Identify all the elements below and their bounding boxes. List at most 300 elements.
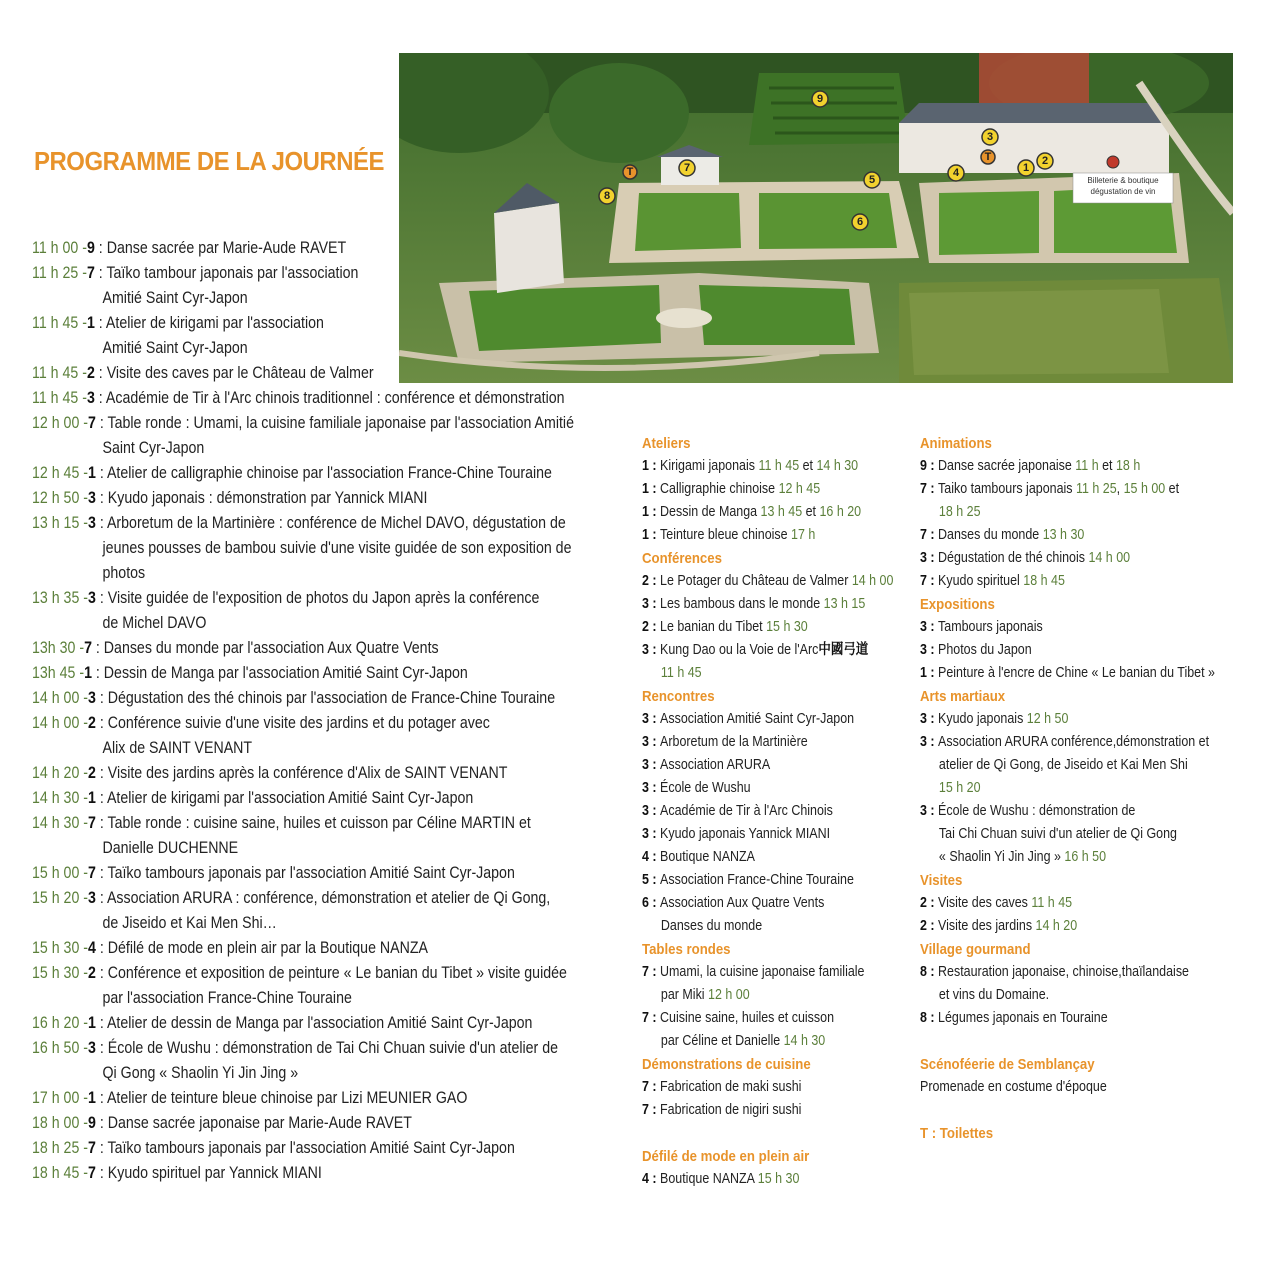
- spacer: [642, 1122, 912, 1145]
- schedule-separator: :: [95, 789, 107, 807]
- item-colon: :: [926, 527, 939, 543]
- category-item: [920, 616, 1247, 639]
- ticket-office-marker: [1107, 156, 1119, 168]
- schedule-row: [32, 436, 696, 461]
- item-text: et: [1165, 481, 1180, 497]
- schedule-text: Taïko tambour japonais par l'association: [106, 264, 359, 282]
- item-text: Les bambous dans le monde: [660, 596, 824, 612]
- item-text: Visite des caves: [938, 895, 1032, 911]
- schedule-time: 14 h 30 -: [32, 789, 89, 807]
- schedule-location-number: 3: [88, 589, 96, 607]
- schedule-time: 14 h 20 -: [32, 764, 89, 782]
- schedule-row: [32, 986, 696, 1011]
- schedule-time: 13h 45 -: [32, 664, 85, 682]
- item-colon: :: [648, 757, 661, 773]
- schedule-location-number: 2: [86, 364, 95, 382]
- schedule-row: [32, 861, 625, 886]
- category-heading: Rencontres: [642, 688, 715, 705]
- schedule-text: Atelier de teinture bleue chinoise par Lizi MEUNIER GAO: [106, 1089, 468, 1107]
- item-text: Kyudo japonais: [938, 711, 1027, 727]
- item-location-number: 7: [642, 964, 649, 980]
- schedule-row: [32, 1136, 625, 1161]
- schedule-separator: :: [95, 714, 108, 732]
- category-item: [920, 777, 1263, 800]
- schedule-location-number: 7: [88, 1164, 96, 1182]
- item-colon: :: [926, 734, 939, 750]
- schedule-location-number: 7: [88, 1139, 96, 1157]
- schedule-continuation: Saint Cyr-Japon: [102, 439, 205, 457]
- item-text: Association ARURA: [660, 757, 771, 773]
- item-location-number: 3: [642, 734, 649, 750]
- item-time: 12 h 00: [708, 987, 750, 1003]
- schedule-text: Atelier de kirigami par l'association: [105, 314, 324, 332]
- item-text: Tai Chi Chuan suivi d'un atelier de Qi Gong: [938, 826, 1177, 842]
- item-location-number: 1: [642, 458, 649, 474]
- item-time: 11 h 45: [660, 665, 702, 681]
- schedule-separator: :: [95, 1139, 108, 1157]
- item-colon: :: [926, 803, 939, 819]
- item-text: et: [1098, 458, 1116, 474]
- item-location-number: 1: [642, 527, 649, 543]
- schedule-row: [32, 611, 696, 636]
- item-text: Umami, la cuisine japonaise familiale: [660, 964, 865, 980]
- schedule-text: Dégustation des thé chinois par l'association de France-Chine Touraine: [107, 689, 556, 707]
- category-item: [920, 524, 1247, 547]
- schedule-separator: :: [95, 514, 107, 532]
- schedule-continuation: de Jiseido et Kai Men Shi…: [102, 914, 277, 932]
- schedule-time: 13 h 15 -: [32, 514, 89, 532]
- category-item: [920, 731, 1247, 754]
- schedule-time: 13 h 35 -: [32, 589, 89, 607]
- schedule-text: Visite des jardins après la conférence d'Alix de SAINT VENANT: [107, 764, 508, 782]
- schedule-location-number: 1: [88, 464, 96, 482]
- map-marker-4: [948, 165, 964, 181]
- svg-text:T: T: [626, 166, 634, 178]
- schedule-row: [32, 411, 625, 436]
- schedule-continuation: Qi Gong « Shaolin Yi Jin Jing »: [102, 1064, 299, 1082]
- schedule-location-number: 3: [88, 489, 96, 507]
- item-text: Restauration japonaise, chinoise,thaïlandaise: [938, 964, 1189, 980]
- schedule-row: [32, 511, 625, 536]
- item-location-number: 4: [642, 1171, 649, 1187]
- item-colon: :: [648, 826, 661, 842]
- schedule-separator: :: [95, 889, 107, 907]
- schedule-location-number: 3: [88, 889, 96, 907]
- item-colon: :: [648, 1079, 661, 1095]
- schedule-separator: :: [95, 939, 108, 957]
- schedule-time: 15 h 20 -: [32, 889, 89, 907]
- category-heading: Expositions: [920, 596, 995, 613]
- schedule-text: Défilé de mode en plein air par la Boutique NANZA: [107, 939, 429, 957]
- item-time: 13 h 15: [823, 596, 866, 612]
- schedule-separator: :: [95, 764, 108, 782]
- item-text: « Shaolin Yi Jin Jing »: [938, 849, 1065, 865]
- schedule-time: 18 h 25 -: [32, 1139, 89, 1157]
- item-text: atelier de Qi Gong, de Jiseido et Kai Men Shi: [938, 757, 1188, 773]
- item-text: ,: [1116, 481, 1124, 497]
- schedule-location-number: 2: [88, 764, 96, 782]
- category-item: [920, 570, 1247, 593]
- item-time: 15 h 30: [766, 619, 808, 635]
- svg-text:4: 4: [952, 167, 960, 179]
- item-location-number: 3: [642, 711, 649, 727]
- schedule-separator: :: [91, 664, 104, 682]
- schedule-location-number: 3: [88, 689, 96, 707]
- item-colon: :: [926, 665, 939, 681]
- schedule-location-number: 9: [88, 1114, 96, 1132]
- schedule-separator: :: [95, 464, 107, 482]
- schedule-continuation: Amitié Saint Cyr-Japon: [102, 289, 248, 307]
- item-time: 13 h 45: [760, 504, 803, 520]
- schedule-time: 15 h 30 -: [32, 964, 89, 982]
- item-text: Taiko tambours japonais: [938, 481, 1076, 497]
- schedule-time: 17 h 00 -: [32, 1089, 89, 1107]
- map-marker-9: [812, 91, 828, 107]
- schedule-separator: :: [95, 589, 108, 607]
- item-text: Arboretum de la Martinière: [660, 734, 808, 750]
- item-location-number: 7: [920, 527, 927, 543]
- schedule-row: [32, 1036, 625, 1061]
- schedule-location-number: 3: [86, 389, 95, 407]
- item-time: 11 h 25: [1075, 481, 1117, 497]
- category-item: [920, 501, 1263, 524]
- schedule-text: Visite des caves par le Château de Valmer: [106, 364, 374, 382]
- item-time: 13 h 30: [1042, 527, 1085, 543]
- item-time: 15 h 00: [1123, 481, 1166, 497]
- item-colon: :: [926, 1010, 939, 1026]
- item-text: Calligraphie chinoise: [660, 481, 779, 497]
- schedule-text: École de Wushu : démonstration de Tai Chi Chuan suivie d'un atelier de: [107, 1039, 558, 1057]
- category-heading: Défilé de mode en plein air: [642, 1148, 810, 1165]
- category-item: [920, 984, 1263, 1007]
- item-text: Fabrication de nigiri sushi: [660, 1102, 802, 1118]
- item-colon: :: [648, 642, 661, 658]
- item-text: Boutique NANZA: [660, 849, 755, 865]
- schedule-row: [32, 711, 625, 736]
- schedule-text: Danse sacrée par Marie-Aude RAVET: [106, 239, 347, 257]
- item-time: 11 h 45: [1031, 895, 1073, 911]
- item-text: Promenade en costume d'époque: [920, 1079, 1107, 1095]
- schedule-text: Table ronde : Umami, la cuisine familiale japonaise par l'association Amitié: [107, 414, 574, 432]
- schedule-row: [32, 1061, 696, 1086]
- map-marker-2: [1037, 153, 1053, 169]
- category-item: [920, 478, 1247, 501]
- item-time: 18 h 45: [1023, 573, 1065, 589]
- item-time: 11 h 45: [758, 458, 800, 474]
- item-location-number: 3: [642, 757, 649, 773]
- category-item: [920, 961, 1247, 984]
- schedule-time: 11 h 25 -: [32, 264, 87, 282]
- schedule-row: [32, 311, 625, 336]
- map-marker-3: [982, 129, 998, 145]
- item-time: 12 h 45: [778, 481, 821, 497]
- schedule-location-number: 1: [88, 1014, 96, 1032]
- map-label-line1: Billeterie & boutique: [1087, 176, 1159, 185]
- svg-text:1: 1: [1022, 162, 1030, 174]
- item-text: Dessin de Manga: [660, 504, 761, 520]
- item-location-number: 5: [642, 872, 649, 888]
- schedule-time: 16 h 50 -: [32, 1039, 89, 1057]
- schedule-row: [32, 686, 625, 711]
- schedule-text: Kyudo japonais : démonstration par Yannick MIANI: [107, 489, 428, 507]
- category-heading: T : Toilettes: [920, 1125, 994, 1142]
- item-text: Association France-Chine Touraine: [660, 872, 854, 888]
- category-item: [920, 846, 1263, 869]
- map-marker-6: [852, 214, 868, 230]
- category-item: [920, 1076, 1247, 1099]
- schedule-continuation: de Michel DAVO: [102, 614, 207, 632]
- schedule-time: 18 h 45 -: [32, 1164, 89, 1182]
- item-colon: :: [648, 481, 661, 497]
- schedule-row: [32, 536, 696, 561]
- schedule-list: [32, 236, 622, 1186]
- svg-text:T: T: [984, 151, 992, 163]
- item-location-number: 3: [642, 780, 649, 796]
- item-location-number: 3: [642, 642, 649, 658]
- item-location-number: 4: [642, 849, 649, 865]
- schedule-time: 12 h 50 -: [32, 489, 89, 507]
- schedule-row: [32, 661, 625, 686]
- spacer: [920, 1099, 1250, 1122]
- item-location-number: 3: [920, 642, 927, 658]
- schedule-text: Académie de Tir à l'Arc chinois traditionnel : conférence et démonstration: [105, 389, 565, 407]
- item-location-number: 7: [642, 1102, 649, 1118]
- svg-text:5: 5: [868, 174, 876, 186]
- item-time: 11 h: [1075, 458, 1099, 474]
- schedule-text: Taïko tambours japonais par l'association Amitié Saint Cyr-Japon: [107, 1139, 515, 1157]
- item-text: Kung Dao ou la Voie de l'Arc: [660, 642, 819, 658]
- map-marker-1: [1018, 160, 1034, 176]
- item-time: 18 h 25: [938, 504, 981, 520]
- item-text: Teinture bleue chinoise: [660, 527, 792, 543]
- item-colon: :: [648, 734, 661, 750]
- schedule-continuation: Amitié Saint Cyr-Japon: [102, 339, 248, 357]
- schedule-time: 16 h 20 -: [32, 1014, 89, 1032]
- item-text: Légumes japonais en Touraine: [938, 1010, 1108, 1026]
- schedule-time: 15 h 00 -: [32, 864, 89, 882]
- item-text: et vins du Domaine.: [938, 987, 1050, 1003]
- category-column-1: [642, 432, 912, 1191]
- schedule-separator: :: [95, 1114, 108, 1132]
- item-location-number: 2: [920, 918, 927, 934]
- category-heading: Scénoféerie de Semblançay: [920, 1056, 1095, 1073]
- item-text: Le banian du Tibet: [660, 619, 767, 635]
- schedule-time: 14 h 00 -: [32, 689, 89, 707]
- schedule-row: [32, 636, 625, 661]
- schedule-row: [32, 786, 625, 811]
- item-colon: :: [648, 596, 661, 612]
- item-colon: :: [926, 573, 939, 589]
- item-colon: :: [648, 895, 661, 911]
- schedule-text: Taïko tambours japonais par l'association Amitié Saint Cyr-Japon: [107, 864, 515, 882]
- item-colon: :: [926, 918, 939, 934]
- schedule-time: 11 h 45 -: [32, 314, 87, 332]
- item-colon: :: [648, 1102, 661, 1118]
- schedule-row: [32, 836, 696, 861]
- item-location-number: 3: [920, 711, 927, 727]
- schedule-location-number: 7: [88, 814, 96, 832]
- schedule-separator: :: [95, 1039, 108, 1057]
- schedule-separator: :: [95, 689, 108, 707]
- schedule-time: 11 h 45 -: [32, 364, 87, 382]
- svg-text:3: 3: [986, 131, 994, 143]
- schedule-row: [32, 486, 625, 511]
- schedule-row: [32, 361, 625, 386]
- item-text: et: [799, 458, 817, 474]
- schedule-location-number: 3: [88, 514, 96, 532]
- category-item: [920, 547, 1247, 570]
- item-colon: :: [926, 895, 939, 911]
- item-colon: :: [648, 1171, 661, 1187]
- item-location-number: 2: [642, 573, 649, 589]
- item-location-number: 3: [920, 734, 927, 750]
- item-text: Association ARURA conférence,démonstration et: [938, 734, 1210, 750]
- item-colon: :: [648, 849, 661, 865]
- schedule-row: [32, 961, 625, 986]
- category-heading: Ateliers: [642, 435, 691, 452]
- item-location-number: 7: [642, 1010, 649, 1026]
- schedule-row: [32, 1161, 625, 1186]
- schedule-separator: :: [94, 239, 107, 257]
- schedule-location-number: 3: [88, 1039, 96, 1057]
- item-location-number: 9: [920, 458, 927, 474]
- schedule-time: 15 h 30 -: [32, 939, 89, 957]
- item-location-number: 3: [642, 826, 649, 842]
- item-location-number: 3: [642, 596, 649, 612]
- schedule-row: [32, 1086, 625, 1111]
- map-marker-8: [599, 188, 615, 204]
- item-text: Académie de Tir à l'Arc Chinois: [660, 803, 833, 819]
- item-time: 16 h 20: [819, 504, 862, 520]
- item-location-number: 3: [920, 550, 927, 566]
- item-colon: :: [926, 458, 939, 474]
- item-text: Danse sacrée japonaise: [938, 458, 1076, 474]
- schedule-text: Danses du monde par l'association Aux Quatre Vents: [103, 639, 439, 657]
- schedule-time: 13h 30 -: [32, 639, 85, 657]
- schedule-separator: :: [91, 639, 104, 657]
- item-colon: :: [648, 458, 661, 474]
- schedule-location-number: 7: [86, 264, 95, 282]
- item-text: Danses du monde: [660, 918, 763, 934]
- map-marker-7a: [679, 160, 695, 176]
- item-time: 14 h 00: [1088, 550, 1131, 566]
- schedule-text: Conférence et exposition de peinture « Le banian du Tibet » visite guidée: [107, 964, 567, 982]
- category-item: [920, 455, 1247, 478]
- schedule-text: Visite guidée de l'exposition de photos du Japon après la conférence: [107, 589, 540, 607]
- schedule-row: [32, 561, 696, 586]
- item-text: par Céline et Danielle: [660, 1033, 784, 1049]
- schedule-location-number: 7: [88, 414, 96, 432]
- schedule-separator: :: [94, 264, 107, 282]
- spacer: [920, 1030, 1250, 1053]
- schedule-location-number: 2: [88, 714, 96, 732]
- item-location-number: 1: [642, 481, 649, 497]
- schedule-text: Association ARURA : conférence, démonstration et atelier de Qi Gong,: [106, 889, 551, 907]
- schedule-row: [32, 1111, 625, 1136]
- schedule-location-number: 1: [88, 789, 96, 807]
- item-colon: :: [648, 780, 661, 796]
- map-label-line2: dégustation de vin: [1090, 187, 1156, 196]
- category-item: [920, 662, 1247, 685]
- item-colon: :: [648, 573, 661, 589]
- item-time: 14 h 20: [1035, 918, 1078, 934]
- schedule-text: Kyudo spirituel par Yannick MIANI: [107, 1164, 322, 1182]
- item-text: par Miki: [660, 987, 709, 1003]
- item-colon: :: [648, 803, 661, 819]
- schedule-row: [32, 461, 625, 486]
- item-location-number: 1: [642, 504, 649, 520]
- schedule-text: Arboretum de la Martinière : conférence de Michel DAVO, dégustation de: [106, 514, 566, 532]
- item-text: Peinture à l'encre de Chine « Le banian du Tibet »: [938, 665, 1215, 681]
- item-text: Dégustation de thé chinois: [938, 550, 1089, 566]
- item-colon: :: [648, 711, 661, 727]
- schedule-separator: :: [94, 389, 106, 407]
- schedule-row: [32, 736, 696, 761]
- item-text: Fabrication de maki sushi: [660, 1079, 802, 1095]
- item-text: Cuisine saine, huiles et cuisson: [660, 1010, 835, 1026]
- item-text: Association Aux Quatre Vents: [660, 895, 825, 911]
- schedule-separator: :: [95, 814, 108, 832]
- item-colon: :: [926, 619, 939, 635]
- map-marker-toilet-a: [623, 165, 637, 179]
- schedule-location-number: 7: [88, 864, 96, 882]
- schedule-location-number: 9: [86, 239, 95, 257]
- category-heading: Arts martiaux: [920, 688, 1006, 705]
- schedule-continuation: jeunes pousses de bambou suivie d'une visite guidée de son exposition de: [102, 539, 572, 557]
- item-location-number: 1: [920, 665, 927, 681]
- item-text: Danses du monde: [938, 527, 1043, 543]
- schedule-row: [32, 286, 696, 311]
- schedule-separator: :: [95, 864, 108, 882]
- item-location-number: 2: [642, 619, 649, 635]
- item-colon: :: [648, 1010, 661, 1026]
- schedule-continuation: Danielle DUCHENNE: [102, 839, 239, 857]
- schedule-time: 14 h 00 -: [32, 714, 89, 732]
- map-marker-toilet-b: [981, 150, 995, 164]
- item-colon: :: [926, 964, 939, 980]
- item-text: Kirigami japonais: [660, 458, 759, 474]
- schedule-row: [32, 261, 625, 286]
- category-item: [920, 915, 1247, 938]
- schedule-time: 12 h 00 -: [32, 414, 89, 432]
- item-location-number: 7: [920, 481, 927, 497]
- item-text: École de Wushu: [660, 780, 751, 796]
- item-chinese-text: 中國弓道: [818, 642, 869, 658]
- item-text: et: [802, 504, 820, 520]
- svg-text:6: 6: [856, 216, 864, 228]
- item-colon: :: [648, 619, 661, 635]
- schedule-time: 11 h 00 -: [32, 239, 87, 257]
- item-colon: :: [648, 964, 661, 980]
- item-location-number: 3: [642, 803, 649, 819]
- schedule-text: Dessin de Manga par l'association Amitié Saint Cyr-Japon: [103, 664, 468, 682]
- item-time: 12 h 50: [1026, 711, 1069, 727]
- item-colon: :: [926, 642, 939, 658]
- category-item: [920, 1007, 1247, 1030]
- item-text: Photos du Japon: [938, 642, 1032, 658]
- schedule-location-number: 1: [86, 314, 95, 332]
- item-time: 17 h: [791, 527, 816, 543]
- item-location-number: 3: [920, 803, 927, 819]
- map-marker-5: [864, 172, 880, 188]
- schedule-separator: :: [95, 1164, 108, 1182]
- category-heading: Village gourmand: [920, 941, 1031, 958]
- schedule-continuation: par l'association France-Chine Touraine: [102, 989, 352, 1007]
- item-time: 16 h 50: [1064, 849, 1107, 865]
- schedule-text: Atelier de calligraphie chinoise par l'association France-Chine Touraine: [106, 464, 552, 482]
- item-text: Kyudo japonais Yannick MIANI: [660, 826, 831, 842]
- category-item: [642, 1168, 969, 1191]
